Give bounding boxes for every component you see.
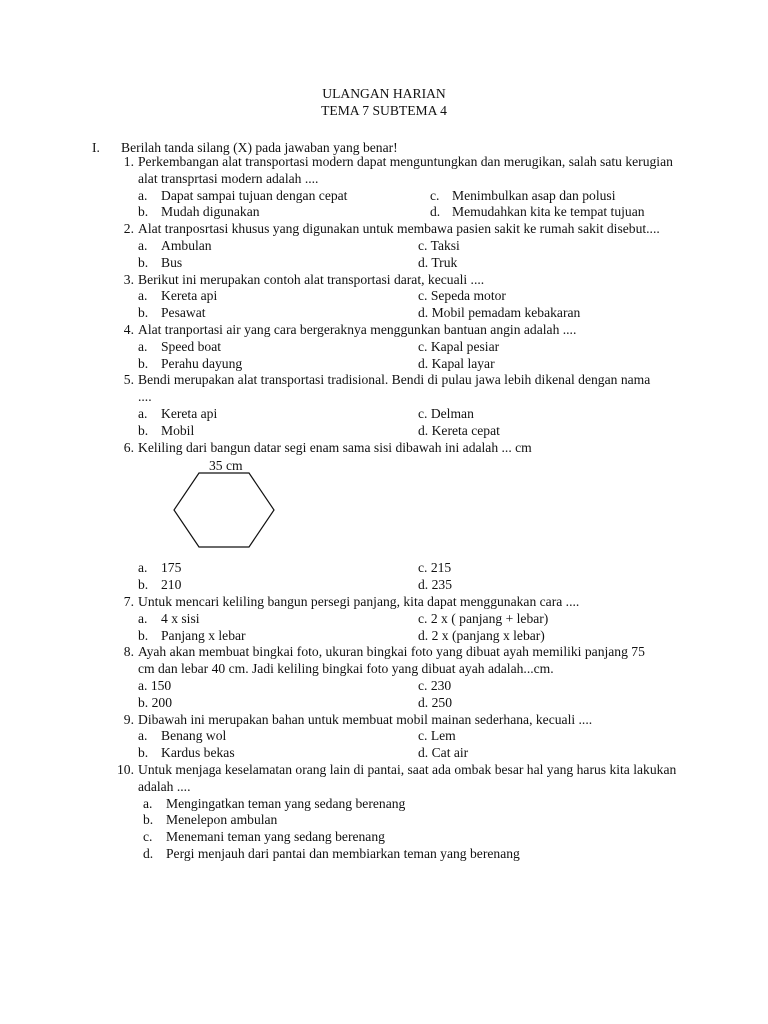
option-text: d. Kapal layar bbox=[418, 355, 495, 371]
answer-option[interactable] bbox=[138, 628, 246, 645]
option-text: d. Kereta cepat bbox=[418, 422, 500, 438]
option-row bbox=[138, 611, 693, 628]
question-text: Perkembangan alat transportasi modern dapat menguntungkan dan merugikan, salah satu kerugian alat transprtasi modern adalah .... bbox=[138, 154, 673, 186]
option-text: Mengingatkan teman yang sedang berenang bbox=[166, 795, 406, 811]
answer-option[interactable] bbox=[418, 288, 506, 305]
answer-option[interactable] bbox=[418, 611, 548, 628]
answer-option[interactable] bbox=[418, 423, 500, 440]
option-text: Pergi menjauh dari pantai dan membiarkan teman yang berenang bbox=[166, 845, 520, 861]
answer-option[interactable] bbox=[138, 288, 217, 305]
option-text: d. 235 bbox=[418, 577, 452, 593]
question-text: Alat tranportasi air yang cara bergeraknya menggunkan bantuan angin adalah .... bbox=[138, 321, 577, 337]
exam-subtitle: TEMA 7 SUBTEMA 4 bbox=[321, 103, 447, 118]
question-8 bbox=[113, 644, 693, 711]
question-list bbox=[113, 154, 693, 863]
option-text: Kereta api bbox=[161, 288, 218, 304]
question-4 bbox=[113, 322, 693, 372]
option-text: Menelepon ambulan bbox=[166, 812, 278, 828]
option-row bbox=[138, 255, 693, 272]
option-letter: a. bbox=[138, 560, 148, 576]
option-text: 210 bbox=[161, 577, 182, 593]
option-text: c. 215 bbox=[418, 560, 452, 576]
option-letter: d. bbox=[143, 845, 154, 861]
answer-option[interactable] bbox=[138, 678, 171, 695]
option-row bbox=[138, 238, 693, 255]
option-text: d. Mobil pemadam kebakaran bbox=[418, 305, 581, 321]
option-letter: b. bbox=[138, 422, 149, 438]
option-text: Ambulan bbox=[161, 237, 212, 253]
question-text: Untuk mencari keliling bangun persegi panjang, kita dapat menggunakan cara .... bbox=[138, 593, 580, 609]
answer-option[interactable] bbox=[138, 812, 693, 829]
answer-option[interactable] bbox=[418, 695, 452, 712]
question-3 bbox=[113, 272, 693, 322]
answer-option[interactable] bbox=[418, 745, 468, 762]
question-6 bbox=[113, 440, 693, 594]
exam-title: ULANGAN HARIAN bbox=[322, 86, 446, 101]
option-text: c. Delman bbox=[418, 405, 474, 421]
question-2 bbox=[113, 221, 693, 271]
question-number: 7. bbox=[123, 593, 134, 609]
hexagon-side-label: 35 cm bbox=[209, 458, 243, 474]
option-letter: a. bbox=[138, 728, 148, 744]
option-row bbox=[138, 406, 693, 423]
option-text: a. 150 bbox=[138, 677, 172, 693]
question-number: 3. bbox=[123, 271, 134, 287]
question-text: Keliling dari bangun datar segi enam sama sisi dibawah ini adalah ... cm bbox=[138, 439, 532, 455]
option-row bbox=[138, 745, 693, 762]
answer-option[interactable] bbox=[418, 406, 474, 423]
option-text: Bus bbox=[161, 254, 183, 270]
option-letter: b. bbox=[138, 254, 149, 270]
question-9 bbox=[113, 712, 693, 762]
option-letter: b. bbox=[138, 577, 149, 593]
question-text: Bendi merupakan alat transportasi tradisional. Bendi di pulau jawa lebih dikenal dengan nama .... bbox=[138, 372, 651, 405]
answer-option[interactable] bbox=[138, 339, 221, 356]
question-number: 4. bbox=[123, 321, 134, 337]
option-text: Perahu dayung bbox=[161, 355, 243, 371]
question-number: 2. bbox=[123, 221, 134, 237]
option-text: Mobil bbox=[161, 422, 195, 438]
answer-option[interactable] bbox=[138, 406, 217, 423]
answer-option[interactable] bbox=[418, 728, 456, 745]
answer-option[interactable] bbox=[138, 423, 194, 440]
answer-option[interactable] bbox=[138, 796, 693, 813]
question-text: Alat tranposrtasi khusus yang digunakan untuk membawa pasien sakit ke rumah sakit disebut.... bbox=[138, 221, 660, 237]
option-row bbox=[138, 305, 693, 322]
option-text: Speed boat bbox=[161, 338, 222, 354]
option-row bbox=[138, 695, 693, 712]
option-text: Dapat sampai tujuan dengan cepat bbox=[161, 187, 348, 203]
option-text: Memudahkan kita ke tempat tujuan bbox=[452, 204, 645, 220]
option-letter: b. bbox=[138, 305, 149, 321]
option-letter: a. bbox=[138, 288, 148, 304]
option-letter: a. bbox=[138, 237, 148, 253]
option-letter: b. bbox=[143, 812, 154, 828]
option-text: d. Cat air bbox=[418, 745, 469, 761]
answer-option[interactable] bbox=[418, 560, 451, 577]
hexagon-shape bbox=[172, 472, 276, 548]
answer-option[interactable] bbox=[138, 728, 226, 745]
option-text: Menimbulkan asap dan polusi bbox=[452, 187, 616, 203]
answer-option[interactable] bbox=[138, 846, 693, 863]
answer-option[interactable] bbox=[138, 204, 260, 221]
question-text: Dibawah ini merupakan bahan untuk membuat mobil mainan sederhana, kecuali .... bbox=[138, 711, 593, 727]
option-text: 4 x sisi bbox=[161, 610, 200, 626]
question-5 bbox=[113, 372, 693, 439]
question-1 bbox=[113, 154, 693, 221]
answer-option[interactable] bbox=[418, 628, 545, 645]
answer-option[interactable] bbox=[138, 560, 181, 577]
option-letter: d. bbox=[430, 204, 441, 220]
option-letter: b. bbox=[138, 627, 149, 643]
question-number: 1. bbox=[123, 154, 134, 169]
option-row bbox=[138, 577, 693, 594]
option-row bbox=[138, 560, 693, 577]
option-text: d. Truk bbox=[418, 254, 458, 270]
option-row bbox=[138, 356, 693, 373]
option-letter: a. bbox=[138, 610, 148, 626]
option-letter: b. bbox=[138, 355, 149, 371]
answer-option[interactable] bbox=[430, 204, 645, 221]
section-instruction: Berilah tanda silang (X) pada jawaban yang benar! bbox=[121, 140, 398, 155]
option-text: c. 230 bbox=[418, 677, 452, 693]
answer-option[interactable] bbox=[138, 577, 181, 594]
option-text: Kereta api bbox=[161, 405, 218, 421]
hexagon-outline bbox=[174, 473, 274, 547]
answer-option[interactable] bbox=[138, 829, 693, 846]
option-letter: a. bbox=[138, 338, 148, 354]
option-row bbox=[138, 678, 693, 695]
answer-option[interactable] bbox=[418, 678, 451, 695]
answer-option[interactable] bbox=[138, 255, 182, 272]
question-text: Berikut ini merupakan contoh alat transportasi darat, kecuali .... bbox=[138, 271, 485, 287]
option-text: Panjang x lebar bbox=[161, 627, 246, 643]
question-number: 10. bbox=[117, 761, 134, 777]
option-letter: a. bbox=[138, 187, 148, 203]
option-row bbox=[138, 628, 693, 645]
option-row bbox=[138, 339, 693, 356]
option-letter: c. bbox=[430, 187, 440, 203]
option-text: d. 2 x (panjang x lebar) bbox=[418, 627, 545, 643]
answer-option[interactable] bbox=[138, 356, 242, 373]
answer-option[interactable] bbox=[430, 188, 615, 205]
answer-option[interactable] bbox=[418, 577, 452, 594]
answer-option[interactable] bbox=[418, 255, 457, 272]
question-number: 8. bbox=[123, 644, 134, 660]
option-text: Mudah digunakan bbox=[161, 204, 260, 220]
answer-option[interactable] bbox=[138, 695, 172, 712]
option-text: c. 2 x ( panjang + lebar) bbox=[418, 610, 549, 626]
option-text: Pesawat bbox=[161, 305, 206, 321]
question-text: Untuk menjaga keselamatan orang lain di pantai, saat ada ombak besar hal yang harus kita lakukan adalah .... bbox=[138, 761, 677, 794]
answer-option[interactable] bbox=[138, 745, 235, 762]
option-row bbox=[138, 204, 693, 221]
option-row bbox=[138, 188, 693, 205]
hexagon-figure bbox=[138, 456, 693, 560]
section-number: I. bbox=[92, 140, 100, 155]
option-text: d. 250 bbox=[418, 694, 452, 710]
option-letter: b. bbox=[138, 204, 149, 220]
option-text: Menemani teman yang sedang berenang bbox=[166, 829, 385, 845]
question-number: 5. bbox=[123, 372, 134, 388]
option-row bbox=[138, 288, 693, 305]
option-text: c. Lem bbox=[418, 728, 456, 744]
answer-option[interactable] bbox=[138, 611, 200, 628]
answer-option[interactable] bbox=[418, 339, 499, 356]
option-text: c. Taksi bbox=[418, 237, 460, 253]
option-row bbox=[138, 728, 693, 745]
question-7 bbox=[113, 594, 693, 644]
option-letter: a. bbox=[143, 795, 153, 811]
option-letter: b. bbox=[138, 745, 149, 761]
option-letter: a. bbox=[138, 405, 148, 421]
question-number: 9. bbox=[123, 711, 134, 727]
option-text: c. Sepeda motor bbox=[418, 288, 506, 304]
question-number: 6. bbox=[123, 439, 134, 455]
option-text: 175 bbox=[161, 560, 182, 576]
option-text: Benang wol bbox=[161, 728, 227, 744]
answer-option[interactable] bbox=[418, 305, 580, 322]
question-text: Ayah akan membuat bingkai foto, ukuran bingkai foto yang dibuat ayah memiliki panjang 75 cm dan lebar 40 cm. Jadi keliling bingkai foto yang dibuat ayah adalah...cm. bbox=[138, 644, 645, 677]
option-text: b. 200 bbox=[138, 694, 172, 710]
option-row bbox=[138, 423, 693, 440]
answer-option[interactable] bbox=[418, 238, 460, 255]
option-text: Kardus bekas bbox=[161, 745, 235, 761]
option-letter: c. bbox=[143, 829, 153, 845]
answer-option[interactable] bbox=[138, 238, 212, 255]
answer-option[interactable] bbox=[418, 356, 495, 373]
option-list bbox=[138, 796, 693, 863]
answer-option[interactable] bbox=[138, 305, 206, 322]
question-10 bbox=[113, 762, 693, 863]
answer-option[interactable] bbox=[138, 188, 347, 205]
option-text: c. Kapal pesiar bbox=[418, 338, 500, 354]
